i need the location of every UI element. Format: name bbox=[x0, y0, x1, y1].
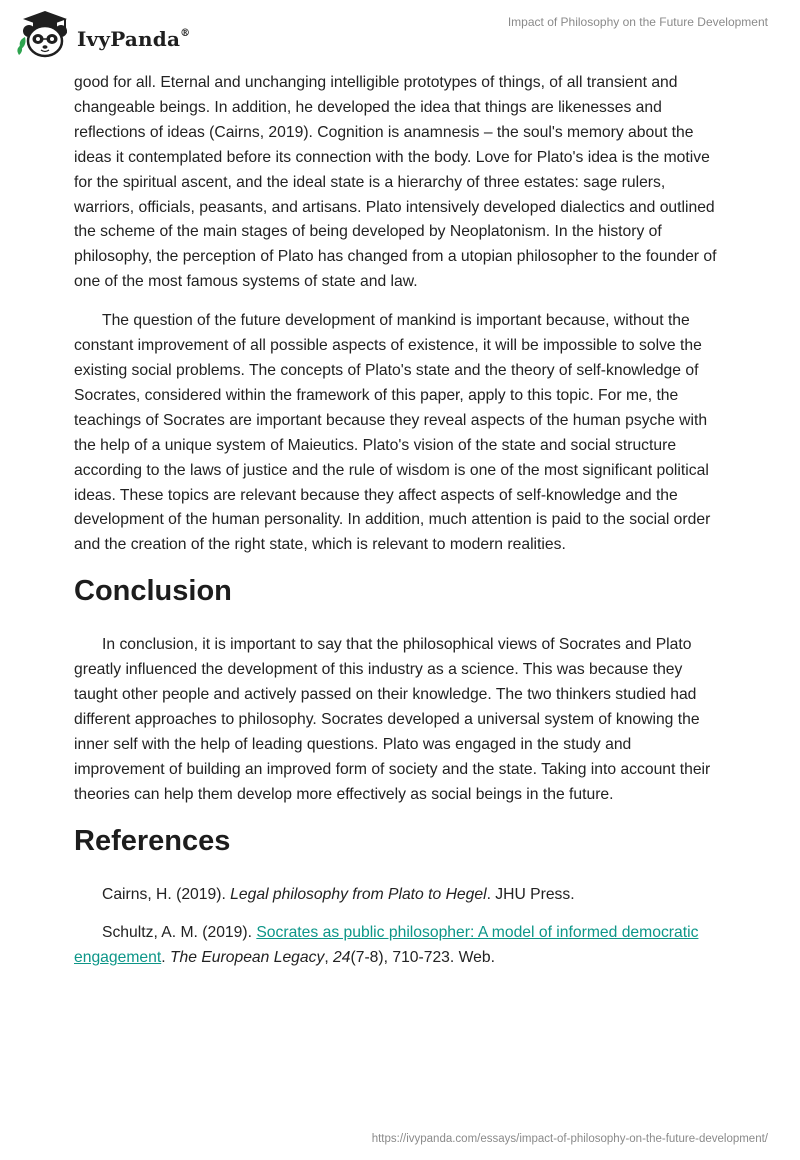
paragraph-plato-ideas: good for all. Eternal and unchanging intelligible prototypes of things, of all transient and changeable beings. In addition, he developed the idea that things are likenesses and reflections of ideas (Cairns, 2019). Cognition is anamnesis – the soul's memory about the ideas it contemplated before its connection with the body. Love for Plato's idea is the motive for the spiritual ascent, and the ideal state is a hierarchy of three estates: sage rulers, warriors, officials, peasants, and artisans. Plato intensively developed dialectics and outlined the scheme of the main stages of being developed by Neoplatonism. In the history of philosophy, the perception of Plato has changed from a utopian philosopher to the founder of one of the most famous systems of state and law. bbox=[74, 74, 717, 291]
references-heading: References bbox=[74, 824, 231, 857]
panda-graduate-icon bbox=[15, 7, 75, 61]
document-title: Impact of Philosophy on the Future Development bbox=[507, 15, 768, 29]
paragraph-conclusion: In conclusion, it is important to say that the philosophical views of Socrates and Plato greatly influenced the development of this industry as a science. This was because they taught other people and actively passed on their knowledge. The two thinkers studied had different approaches to philosophy. Socrates developed a universal system of knowing the inner self with the help of leading questions. Plato was engaged in the study and improvement of building an improved form of society and the state. Taking into account their theories can help them develop more effectively as social beings in the future. bbox=[74, 636, 711, 803]
logo-wordmark: IvyPanda® bbox=[77, 27, 191, 51]
conclusion-heading: Conclusion bbox=[74, 575, 232, 608]
page-header bbox=[0, 0, 800, 66]
essay-body bbox=[74, 71, 724, 971]
journal-title: The European Legacy bbox=[169, 949, 325, 967]
reference-item: Cairns, H. (2019). Legal philosophy from Plato to Hegel. JHU Press. bbox=[102, 885, 575, 903]
reference-title: Legal philosophy from Plato to Hegel bbox=[230, 885, 487, 903]
volume-number: 24 bbox=[333, 949, 351, 967]
reference-item: Schultz, A. M. (2019). Socrates as public philosopher: A model of informed democratic engagement. The European Legacy, 24(7-8), 710-723. Web. bbox=[74, 924, 699, 967]
footer-url[interactable]: https://ivypanda.com/essays/impact-of-philosophy-on-the-future-development/ bbox=[371, 1133, 768, 1145]
ivypanda-logo[interactable] bbox=[15, 7, 195, 61]
reference-link[interactable]: Socrates as public philosopher: A model of informed democratic engagement bbox=[74, 924, 699, 967]
paragraph-future-development: The question of the future development of mankind is important because, without the constant improvement of all possible aspects of existence, it will be impossible to solve the existing social problems. The concepts of Plato's state and the theory of self-knowledge of Socrates, considered within the framework of this paper, apply to this topic. For me, the teachings of Socrates are important because they reveal aspects of the human psyche with the help of a unique system of Maieutics. Plato's vision of the state and social structure according to the laws of justice and the rule of wisdom is one of the most significant political ideas. These topics are relevant because they affect aspects of self-knowledge and the development of the human personality. In addition, much attention is paid to the social order and the creation of the right state, which is relevant to modern realities. bbox=[74, 312, 711, 554]
